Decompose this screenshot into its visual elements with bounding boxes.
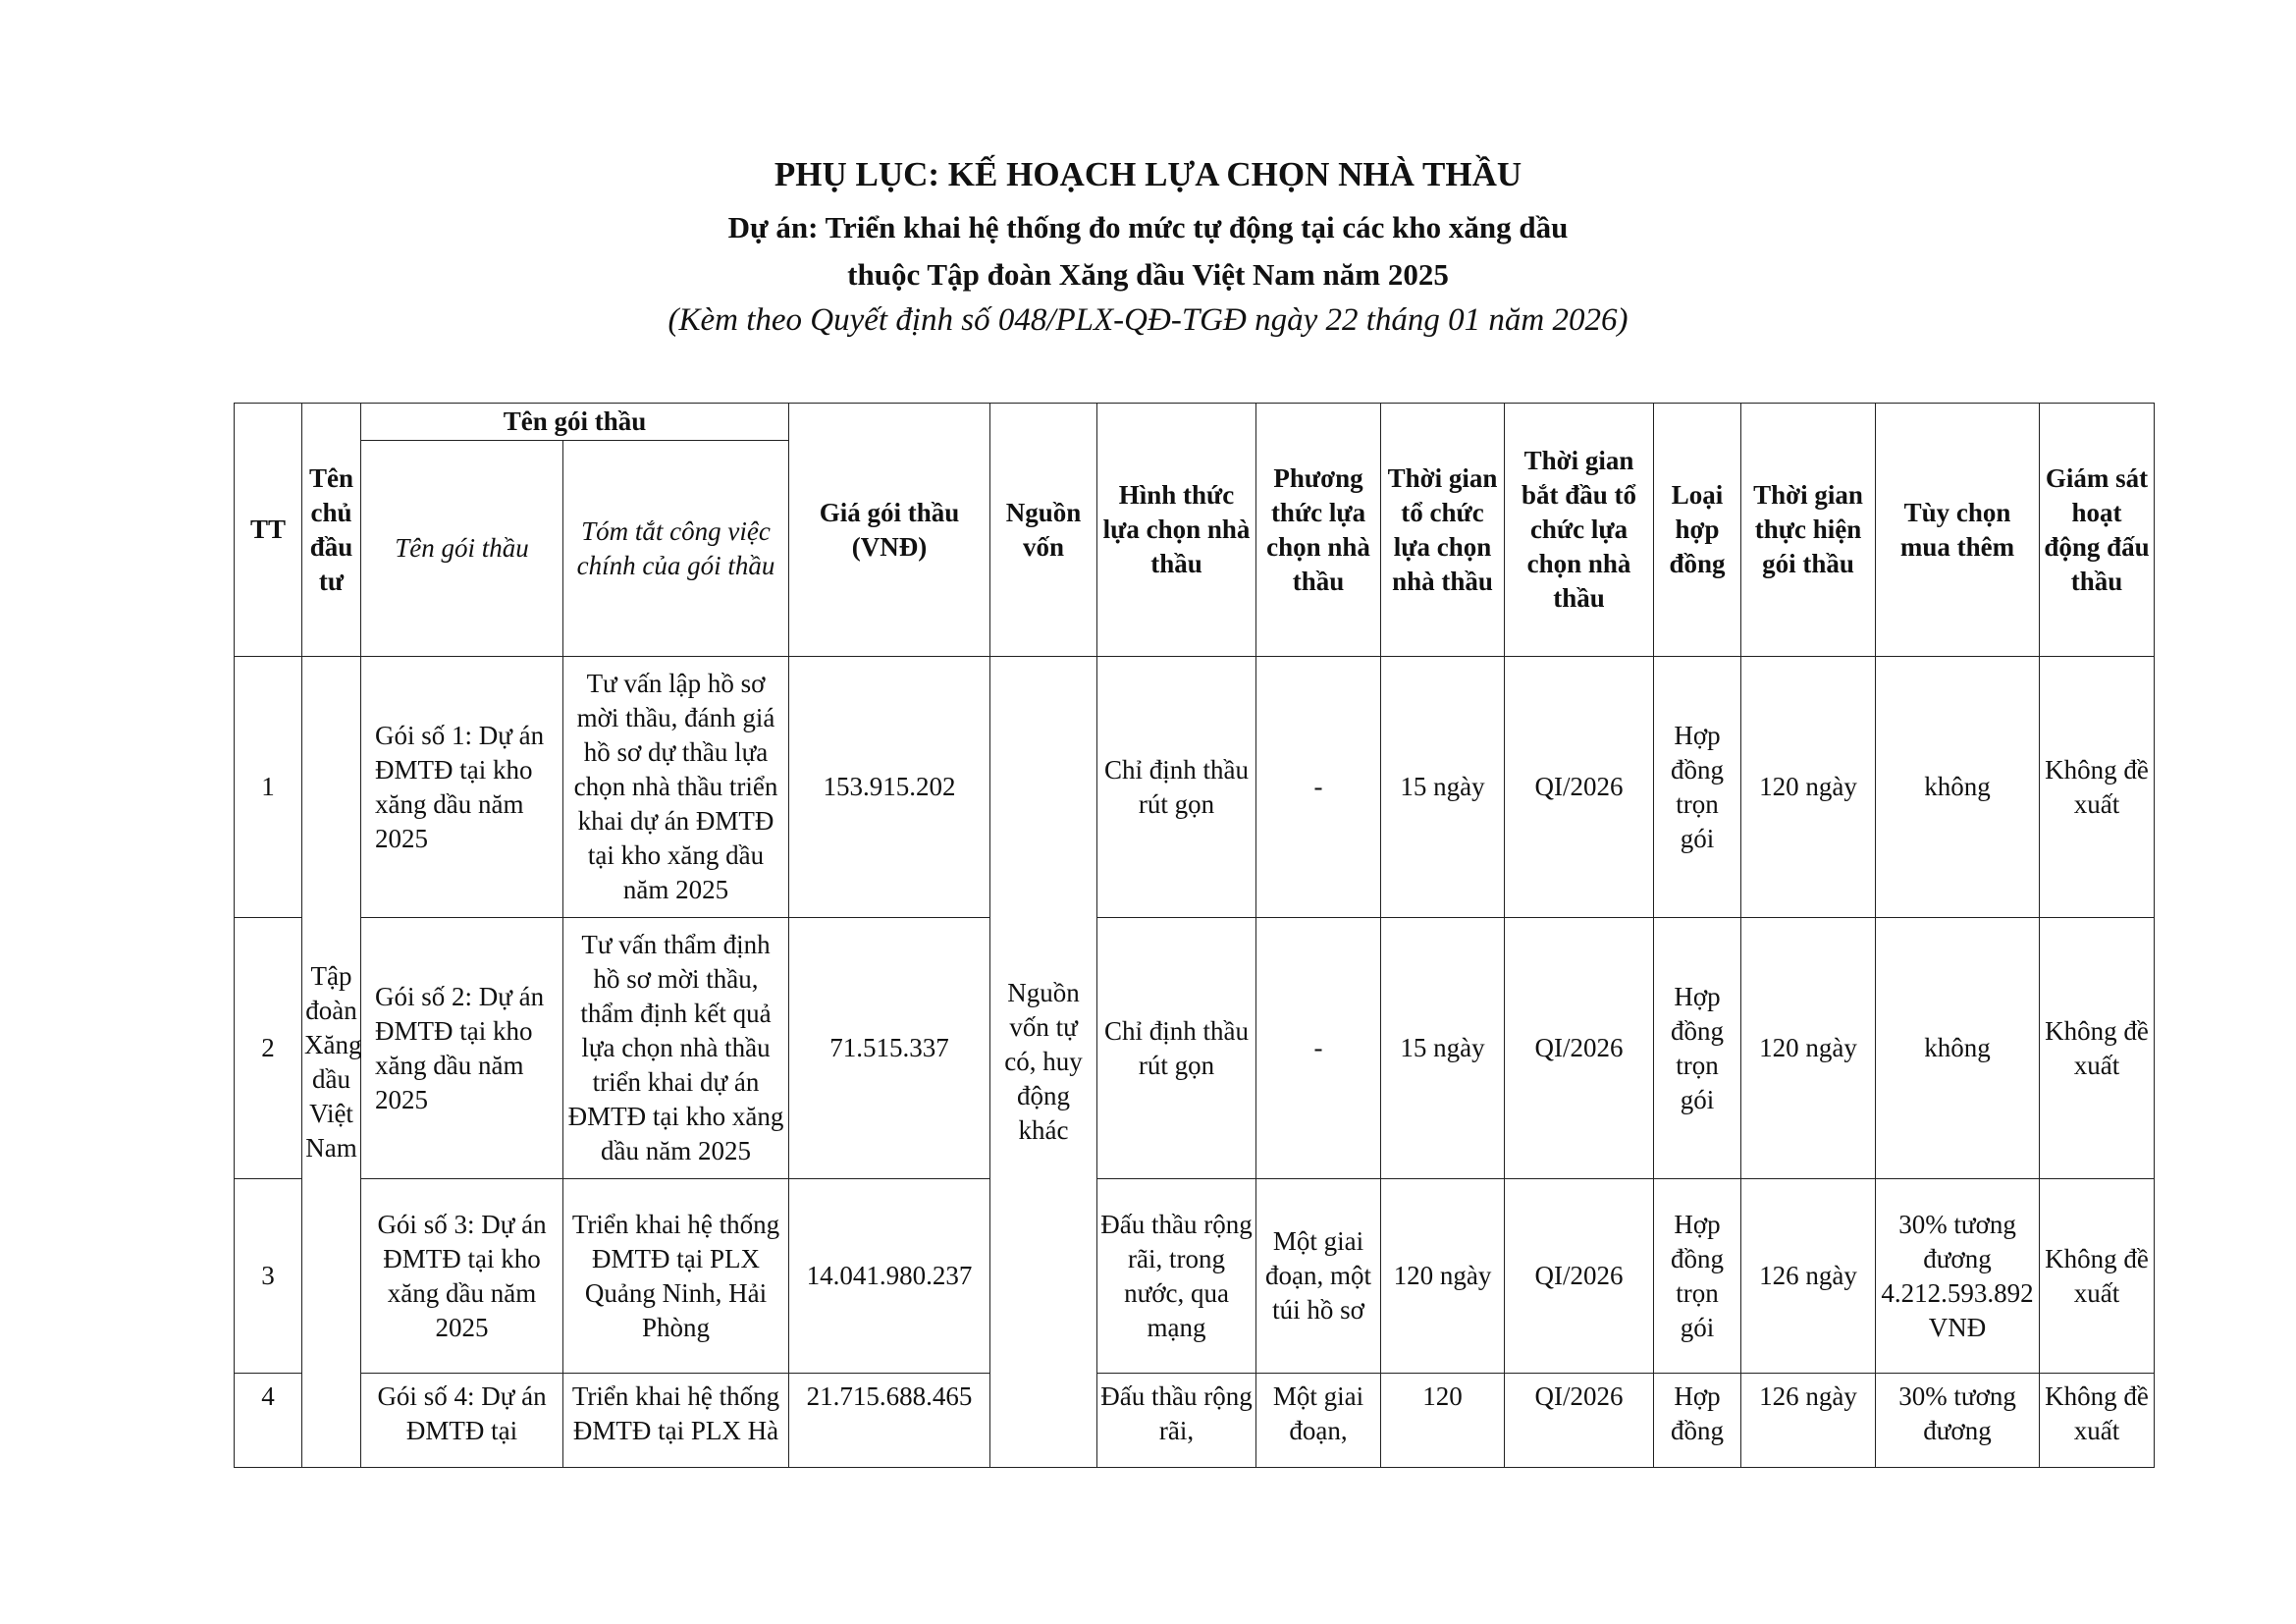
cell-option: 30% tương đương — [1876, 1374, 2040, 1468]
cell-form: Đấu thầu rộng rãi, trong nước, qua mạng — [1097, 1179, 1256, 1374]
cell-exec-time: 120 ngày — [1741, 918, 1876, 1179]
decision-reference: (Kèm theo Quyết định số 048/PLX-QĐ-TGĐ ngày 22 tháng 01 năm 2026) — [667, 302, 1629, 338]
cell-monitor: Không đề xuất — [2040, 918, 2155, 1179]
cell-start: QI/2026 — [1505, 657, 1654, 918]
cell-duration: 15 ngày — [1381, 918, 1505, 1179]
cell-duration: 120 — [1381, 1374, 1505, 1468]
cell-package-name: Gói số 1: Dự án ĐMTĐ tại kho xăng dầu năm 2025 — [361, 657, 563, 918]
header-monitor: Giám sát hoạt động đấu thầu — [2040, 404, 2155, 657]
cell-contract: Hợp đồng trọn gói — [1654, 657, 1741, 918]
header-method: Phương thức lựa chọn nhà thầu — [1256, 404, 1381, 657]
cell-start: QI/2026 — [1505, 1179, 1654, 1374]
cell-package-name: Gói số 4: Dự án ĐMTĐ tại — [361, 1374, 563, 1468]
cell-method: - — [1256, 918, 1381, 1179]
header-tt: TT — [235, 404, 302, 657]
cell-exec-time: 120 ngày — [1741, 657, 1876, 918]
header-exec-time: Thời gian thực hiện gói thầu — [1741, 404, 1876, 657]
header-package-name: Tên gói thầu — [361, 441, 563, 657]
cell-summary: Tư vấn lập hồ sơ mời thầu, đánh giá hồ sơ dự thầu lựa chọn nhà thầu triển khai dự án ĐMTĐ tại kho xăng dầu năm 2025 — [563, 657, 789, 918]
cell-form: Đấu thầu rộng rãi, — [1097, 1374, 1256, 1468]
cell-tt: 4 — [235, 1374, 302, 1468]
cell-exec-time: 126 ngày — [1741, 1179, 1876, 1374]
header-start: Thời gian bắt đầu tổ chức lựa chọn nhà thầu — [1505, 404, 1654, 657]
cell-method: Một giai đoạn, — [1256, 1374, 1381, 1468]
header-option: Tùy chọn mua thêm — [1876, 404, 2040, 657]
cell-contract: Hợp đồng trọn gói — [1654, 1179, 1741, 1374]
table-row — [235, 657, 2155, 918]
cell-summary: Triển khai hệ thống ĐMTĐ tại PLX Quảng Ninh, Hải Phòng — [563, 1179, 789, 1374]
header-duration: Thời gian tổ chức lựa chọn nhà thầu — [1381, 404, 1505, 657]
cell-package-name: Gói số 3: Dự án ĐMTĐ tại kho xăng dầu năm 2025 — [361, 1179, 563, 1374]
header-fund: Nguồn vốn — [990, 404, 1097, 657]
cell-duration: 120 ngày — [1381, 1179, 1505, 1374]
cell-monitor: Không đề xuất — [2040, 1374, 2155, 1468]
cell-tt: 2 — [235, 918, 302, 1179]
cell-form: Chỉ định thầu rút gọn — [1097, 918, 1256, 1179]
cell-option: không — [1876, 918, 2040, 1179]
header-package-group: Tên gói thầu — [361, 404, 789, 441]
header-form: Hình thức lựa chọn nhà thầu — [1097, 404, 1256, 657]
cell-form: Chỉ định thầu rút gọn — [1097, 657, 1256, 918]
table-row — [235, 918, 2155, 1179]
cell-tt: 3 — [235, 1179, 302, 1374]
project-title-line2: thuộc Tập đoàn Xăng dầu Việt Nam năm 2025 — [847, 257, 1449, 292]
cell-price: 153.915.202 — [789, 657, 990, 918]
project-title-line1: Dự án: Triển khai hệ thống đo mức tự động tại các kho xăng dầu — [727, 210, 1569, 244]
cell-contract: Hợp đồng trọn gói — [1654, 918, 1741, 1179]
cell-method: - — [1256, 657, 1381, 918]
bidding-plan-table — [234, 403, 2155, 1468]
cell-option: không — [1876, 657, 2040, 918]
cell-price: 71.515.337 — [789, 918, 990, 1179]
cell-start: QI/2026 — [1505, 918, 1654, 1179]
cell-contract: Hợp đồng — [1654, 1374, 1741, 1468]
cell-start: QI/2026 — [1505, 1374, 1654, 1468]
cell-monitor: Không đề xuất — [2040, 657, 2155, 918]
header-price: Giá gói thầu (VNĐ) — [789, 404, 990, 657]
cell-owner: Tập đoàn Xăng dầu Việt Nam — [302, 657, 361, 1468]
cell-package-name: Gói số 2: Dự án ĐMTĐ tại kho xăng dầu năm 2025 — [361, 918, 563, 1179]
cell-option: 30% tương đương 4.212.593.892 VNĐ — [1876, 1179, 2040, 1374]
cell-duration: 15 ngày — [1381, 657, 1505, 918]
cell-summary: Triển khai hệ thống ĐMTĐ tại PLX Hà — [563, 1374, 789, 1468]
table-row — [235, 1179, 2155, 1374]
cell-summary: Tư vấn thẩm định hồ sơ mời thầu, thẩm định kết quả lựa chọn nhà thầu triển khai dự án ĐMTĐ tại kho xăng dầu năm 2025 — [563, 918, 789, 1179]
cell-fund: Nguồn vốn tự có, huy động khác — [990, 657, 1097, 1468]
header-summary: Tóm tắt công việc chính của gói thầu — [563, 441, 789, 657]
header-contract: Loại hợp đồng — [1654, 404, 1741, 657]
cell-tt: 1 — [235, 657, 302, 918]
header-owner: Tên chủ đầu tư — [302, 404, 361, 657]
cell-monitor: Không đề xuất — [2040, 1179, 2155, 1374]
cell-method: Một giai đoạn, một túi hồ sơ — [1256, 1179, 1381, 1374]
cell-exec-time: 126 ngày — [1741, 1374, 1876, 1468]
cell-price: 21.715.688.465 — [789, 1374, 990, 1468]
page-title: PHỤ LỤC: KẾ HOẠCH LỰA CHỌN NHÀ THẦU — [774, 155, 1522, 193]
table-row — [235, 1374, 2155, 1468]
cell-price: 14.041.980.237 — [789, 1179, 990, 1374]
